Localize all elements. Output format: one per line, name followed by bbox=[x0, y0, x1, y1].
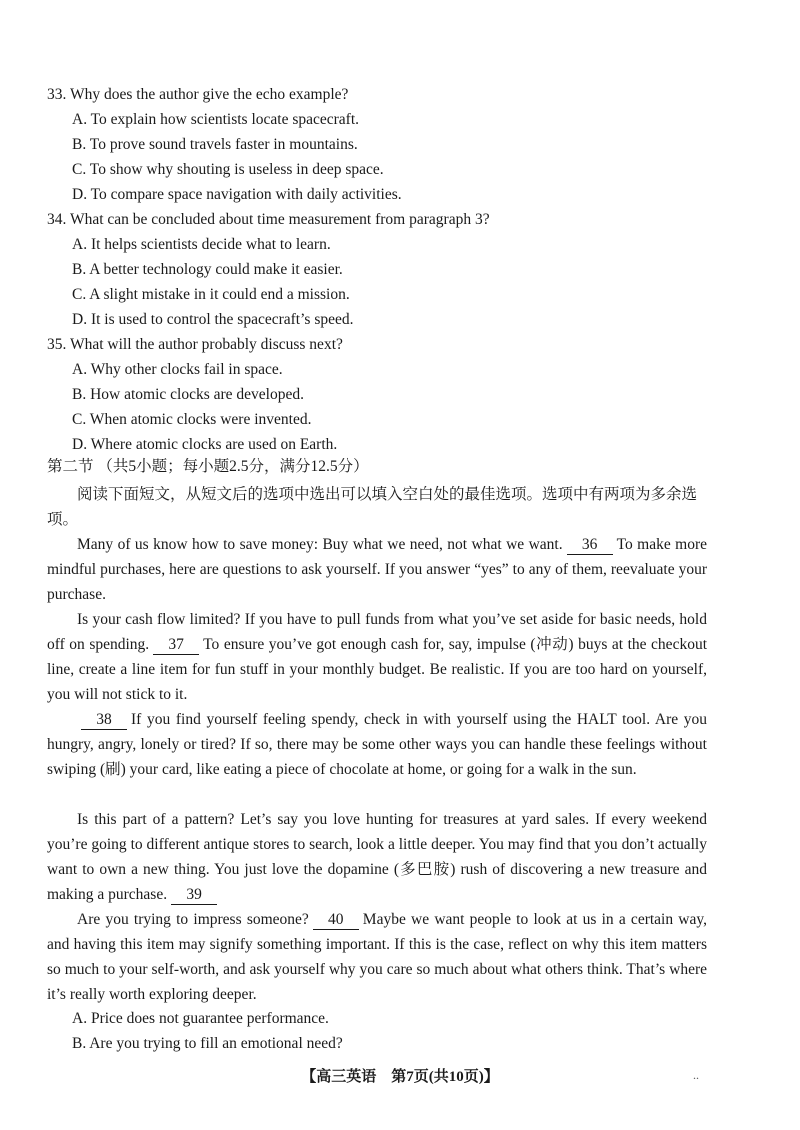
question-34-option-c: C. A slight mistake in it could end a mission. bbox=[72, 286, 350, 303]
paragraph-text: Many of us know how to save money: Buy what we need, not what we want. bbox=[77, 536, 563, 553]
paragraph-text: To make more mindful purchases, here are questions to ask yourself. If you answer “yes” to any of them, reevaluate your purchase. bbox=[47, 536, 707, 603]
corner-mark: .. bbox=[693, 1068, 699, 1082]
blank-36: 36 bbox=[567, 536, 613, 555]
passage-paragraph-4 bbox=[47, 807, 707, 907]
question-34-option-d: D. It is used to control the spacecraft’s speed. bbox=[72, 311, 354, 328]
question-35-option-b: B. How atomic clocks are developed. bbox=[72, 386, 304, 403]
paragraph-text: Maybe we want people to look at us in a certain way, and having this item may signify something important. If this is the case, reflect on why this item matters so much to your self-worth, and ask yourself why you care so much about what others think. That’s where it’s really worth exploring deeper. bbox=[47, 911, 707, 1003]
question-34-option-b: B. A better technology could make it easier. bbox=[72, 261, 343, 278]
paragraph-text: To ensure you’ve got enough cash for, say, impulse (冲动) buys at the checkout line, create a line item for fun stuff in your monthly budget. Be realistic. If you are too hard on yourself, you will not stick to it. bbox=[47, 636, 708, 703]
question-33-option-a: A. To explain how scientists locate spacecraft. bbox=[72, 111, 360, 128]
section-title: 第二节 （共5小题；每小题2.5分，满分12.5分） bbox=[47, 458, 369, 475]
question-33-option-d: D. To compare space navigation with daily activities. bbox=[72, 186, 402, 203]
answer-option-b: B. Are you trying to fill an emotional need? bbox=[72, 1035, 343, 1052]
question-35-stem: 35. What will the author probably discuss next? bbox=[47, 336, 343, 353]
question-35-option-c: C. When atomic clocks were invented. bbox=[72, 411, 312, 428]
blank-40: 40 bbox=[313, 911, 359, 930]
paragraph-text: If you find yourself feeling spendy, check in with yourself using the HALT tool. Are you hungry, angry, lonely or tired? If so, there may be some other ways you can handle these feelings without swiping (刷) your card, like eating a piece of chocolate at home, or going for a walk in the sun. bbox=[47, 711, 707, 778]
passage-paragraph-2 bbox=[47, 607, 707, 707]
question-34-option-a: A. It helps scientists decide what to learn. bbox=[72, 236, 331, 253]
section-directions: 阅读下面短文，从短文后的选项中选出可以填入空白处的最佳选项。选项中有两项为多余选项。 bbox=[47, 486, 698, 528]
question-35-option-a: A. Why other clocks fail in space. bbox=[72, 361, 283, 378]
passage-paragraph-3 bbox=[47, 707, 707, 782]
question-33-stem: 33. Why does the author give the echo example? bbox=[47, 86, 349, 103]
passage-paragraph-5 bbox=[47, 907, 707, 1007]
question-33-option-c: C. To show why shouting is useless in deep space. bbox=[72, 161, 384, 178]
passage-paragraph-1 bbox=[47, 532, 707, 607]
paragraph-text: Are you trying to impress someone? bbox=[77, 911, 309, 928]
paragraph-text: Is your cash flow limited? If you have to pull funds from what you’ve set aside for basic needs, hold off on spending. bbox=[47, 611, 707, 653]
blank-38: 38 bbox=[81, 711, 127, 730]
paragraph-text: Is this part of a pattern? Let’s say you love hunting for treasures at yard sales. If every weekend you’re going to different antique stores to search, look a little deeper. You may find that you don’t actually want to own a new thing. You just love the dopamine (多巴胺) rush of discovering a new treasure and making a purchase. bbox=[47, 811, 707, 903]
answer-option-a: A. Price does not guarantee performance. bbox=[72, 1010, 329, 1027]
question-35-option-d: D. Where atomic clocks are used on Earth. bbox=[72, 436, 338, 453]
blank-39: 39 bbox=[171, 886, 217, 905]
blank-37: 37 bbox=[153, 636, 199, 655]
page-footer: 【高三英语 第7页(共10页)】 bbox=[301, 1069, 499, 1085]
question-34-stem: 34. What can be concluded about time measurement from paragraph 3? bbox=[47, 211, 490, 228]
question-33-option-b: B. To prove sound travels faster in mountains. bbox=[72, 136, 358, 153]
